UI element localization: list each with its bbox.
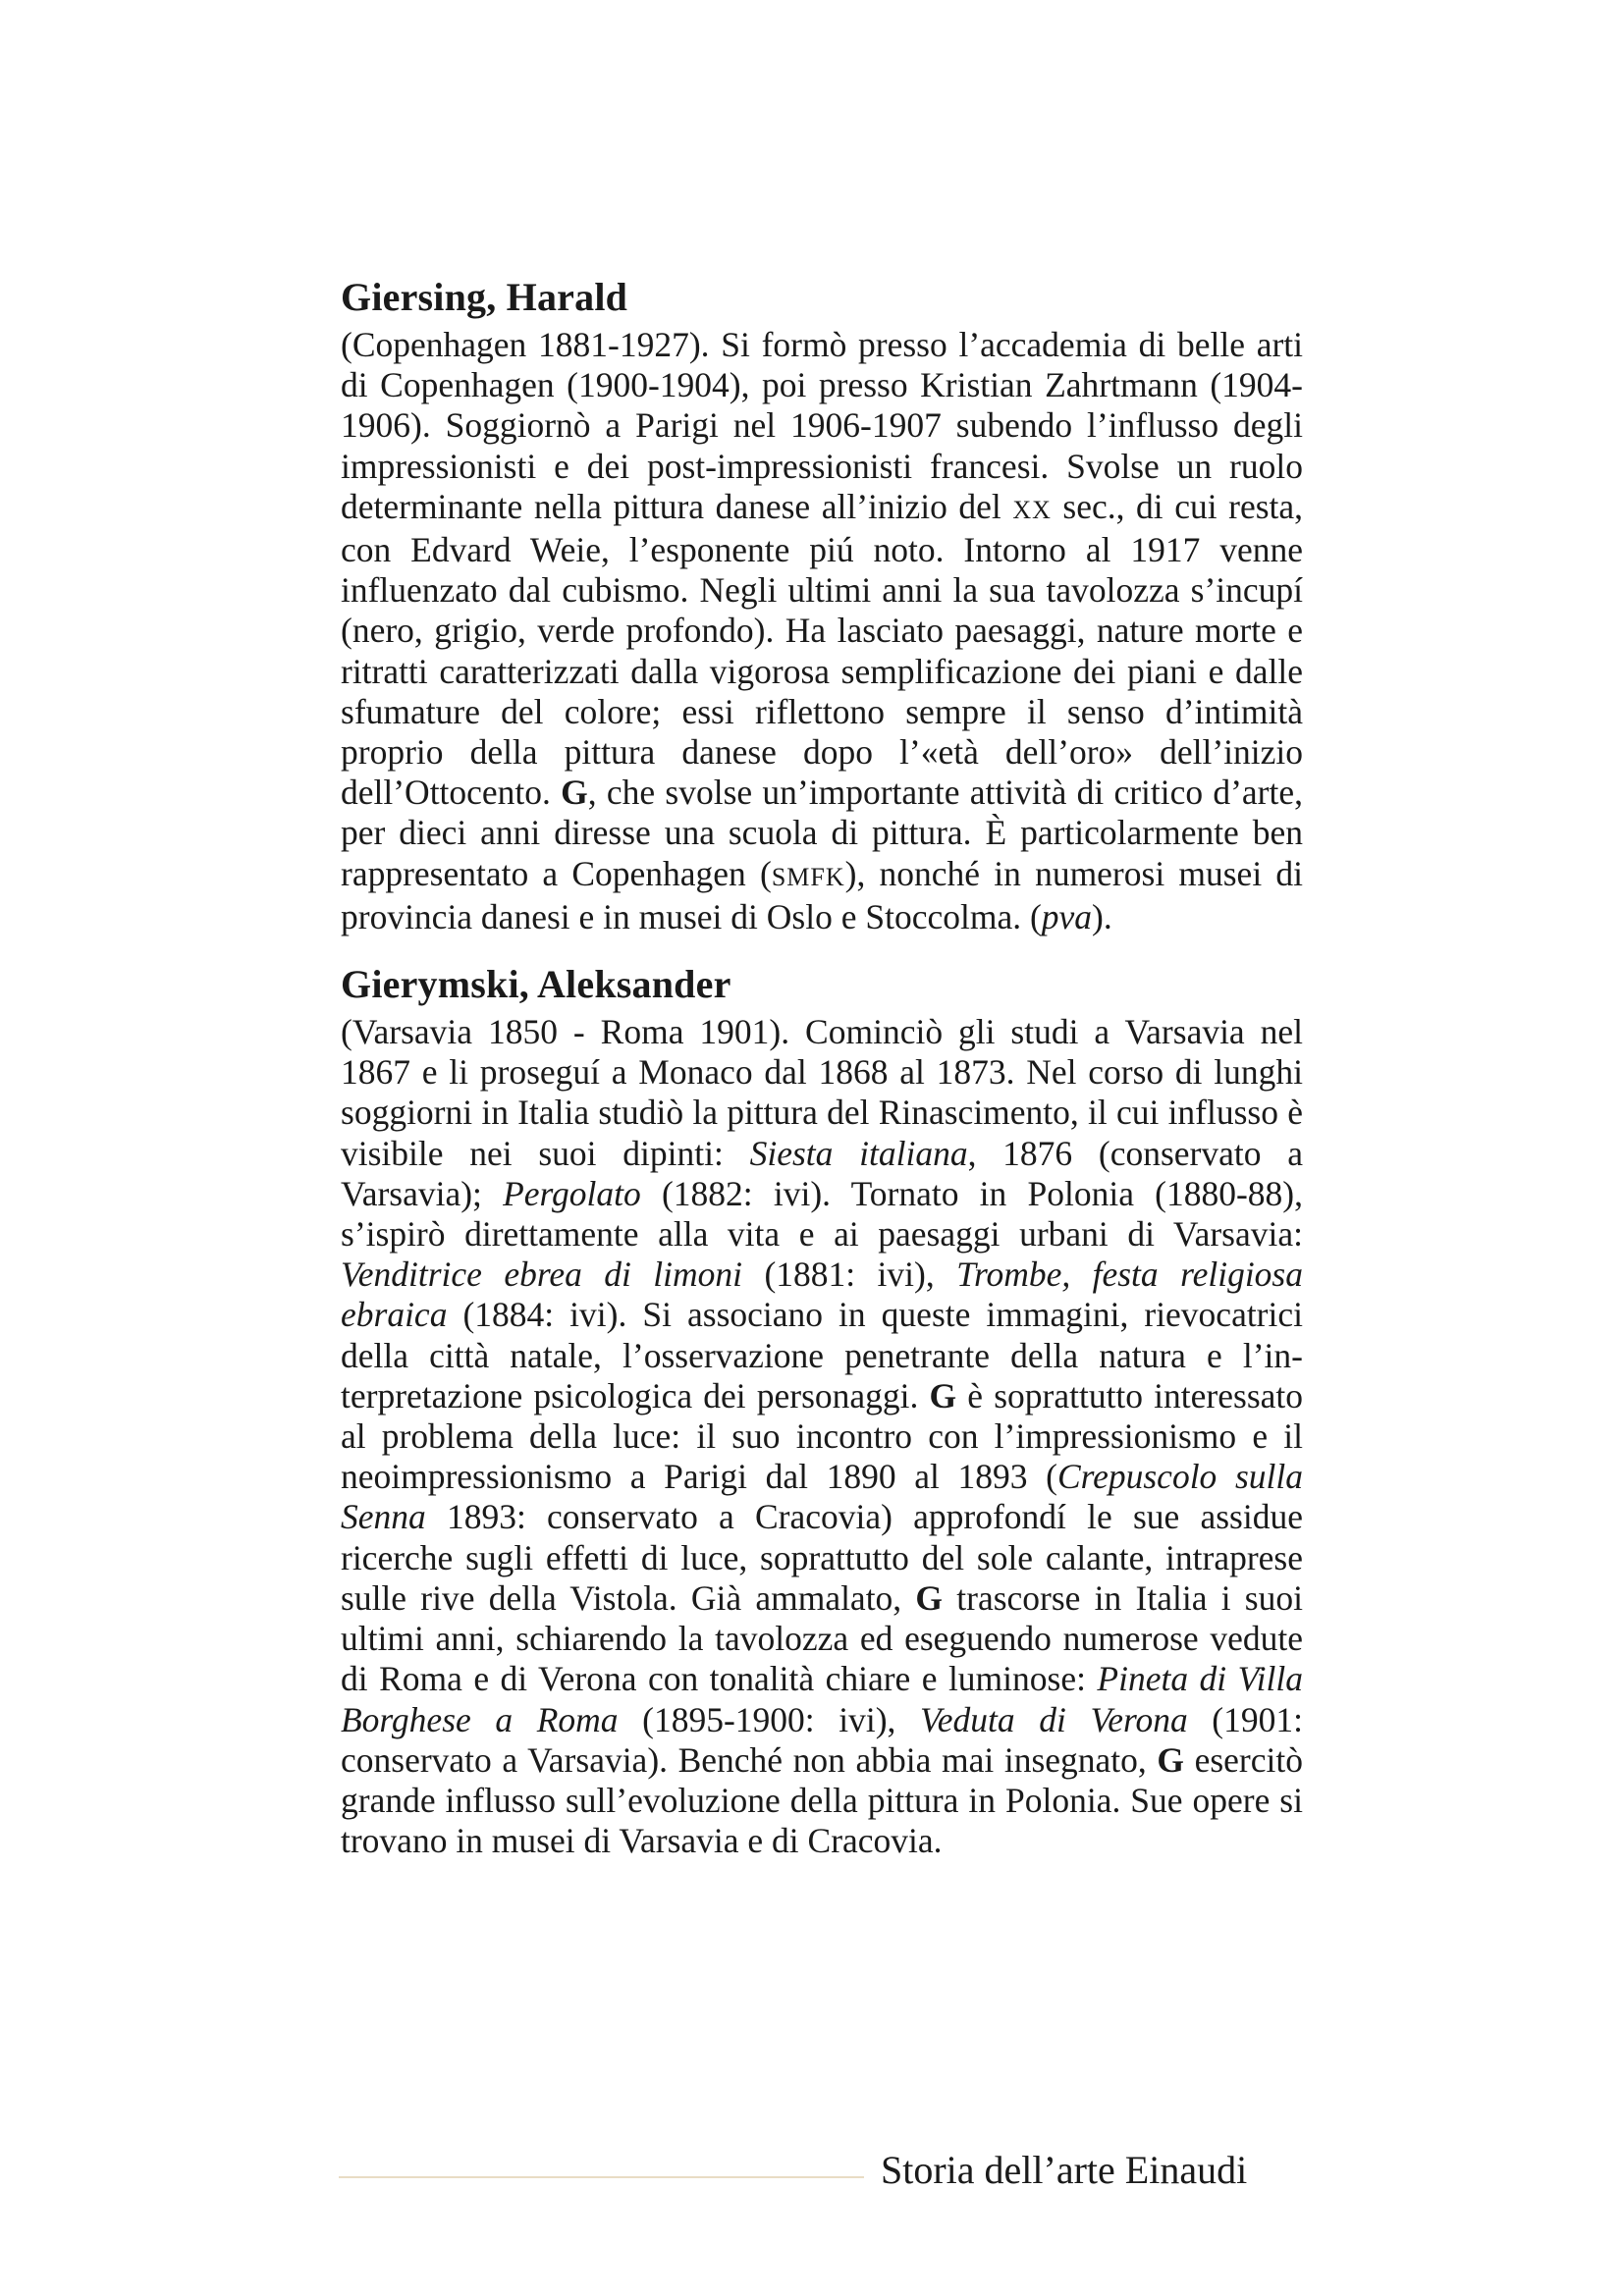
artwork-title: Trombe, festa religiosa ebraica <box>341 1255 1303 1335</box>
body-text: ), nonché in numerosi musei di provincia danesi e in musei di Oslo e Stoccolma. ( <box>341 853 1303 936</box>
body-text: sec., di cui resta, con Edvard Weie, l’esponente piú noto. Intorno al 1917 venne influenzato dal cubismo. Negli ultimi anni la sua tavolozza s’incupí (nero, grigio, verde profondo). Ha lasciato paesaggi, nature morte e ritratti caratterizzati dalla vigorosa semplificazione dei piani e dalle sfumature del colore; essi riflettono sempre il senso d’intimità proprio della pittura danese dopo l’«età dell’oro» dell’inizio dell’Ottocento. <box>341 486 1304 813</box>
body-text: (Copenhagen 1881-1927). Si formò presso l’accademia di belle arti di Copenhagen (1900-1904), poi presso Kristian Zahrtmann (1904-1906). Soggiornò a Parigi nel 1906-1907 subendo l’influsso degli impressionisti e dei post-impressionisti francesi. Svolse un ruolo determinante nella pittura danese all’inizio del <box>341 325 1303 526</box>
body-text: (1884: ivi). Si associano in queste immagini, rievocatrici della città natale, l’osservazione penetrante della natura e l’interpretazione psicologica dei personaggi. <box>341 1295 1303 1415</box>
entry-title: Giersing, Harald <box>341 275 628 319</box>
body-text: trascorse in Italia i suoi ultimi anni, schiarendo la tavolozza ed eseguendo numerose vedute di Roma e di Verona con tonalità chiare e luminose: <box>341 1577 1303 1699</box>
body-text: , 1876 (conservato a Varsavia); <box>341 1133 1303 1213</box>
entry-giersing <box>341 272 1303 937</box>
artwork-title: Siesta italiana <box>749 1133 968 1173</box>
body-text: , che svolse un’importante attività di critico d’arte, per dieci anni diresse una scuola di pittura. È particolarmente ben rappresentato a Copenhagen ( <box>341 773 1303 893</box>
footer-publisher: Storia dell’arte Einaudi <box>881 2148 1248 2192</box>
entry-title: Gierymski, Aleksander <box>341 962 731 1007</box>
artwork-title: Venditrice ebrea di limoni <box>341 1255 743 1295</box>
body-text: (1901: conservato a Varsavia). Benché non abbia mai insegnato, <box>341 1699 1303 1780</box>
artist-initial: G <box>929 1375 957 1415</box>
artwork-title: Pergolato <box>503 1173 641 1213</box>
body-text: (1895-1900: ivi), <box>618 1699 921 1739</box>
footer-rule <box>339 2176 864 2178</box>
artist-initial: G <box>1157 1739 1184 1780</box>
artwork-title: Crepuscolo sulla Senna <box>341 1457 1303 1537</box>
artwork-title: pva <box>1041 896 1093 936</box>
body-text: (1882: ivi). Tornato in Polonia (1880-88), s’ispirò direttamente alla vita e ai paesaggi urbani di Varsavia: <box>341 1173 1303 1255</box>
page-content <box>341 272 1303 1861</box>
body-text: (Varsavia 1850 - Roma 1901). Cominciò gli studi a Varsavia nel 1867 e li proseguí a Monaco dal 1868 al 1873. Nel corso di lunghi soggiorni in Italia studiò la pittura del Rinascimento, il cui influsso è visibile nei suoi dipinti: <box>341 1012 1303 1173</box>
artwork-title: Pineta di Villa Borghese a Roma <box>341 1659 1303 1739</box>
artist-initial: G <box>561 773 588 813</box>
entry-body <box>341 1012 1303 1861</box>
entry-body <box>341 325 1303 937</box>
body-text: è soprattutto interessato al problema della luce: il suo incontro con l’impressionismo e il neoimpressionismo a Parigi dal 1890 al 1893 ( <box>341 1375 1303 1497</box>
artwork-title: Veduta di Verona <box>920 1699 1188 1739</box>
small-caps-text: SMFK <box>771 862 845 891</box>
body-text: (1881: ivi), <box>742 1255 957 1295</box>
body-text: ). <box>1092 896 1112 936</box>
artist-initial: G <box>915 1577 944 1618</box>
entry-gierymski <box>341 959 1303 1861</box>
small-caps-text: XX <box>1012 495 1052 524</box>
body-text: esercitò grande influsso sull’evoluzione della pittura in Polonia. Sue opere si trovano in musei di Varsavia e di Cracovia. <box>341 1739 1303 1861</box>
body-text: 1893: conservato a Cracovia) approfondí le sue assidue ricerche sugli effetti di luce, soprattutto del sole calante, intraprese sulle rive della Vistola. Già ammalato, <box>341 1497 1303 1618</box>
